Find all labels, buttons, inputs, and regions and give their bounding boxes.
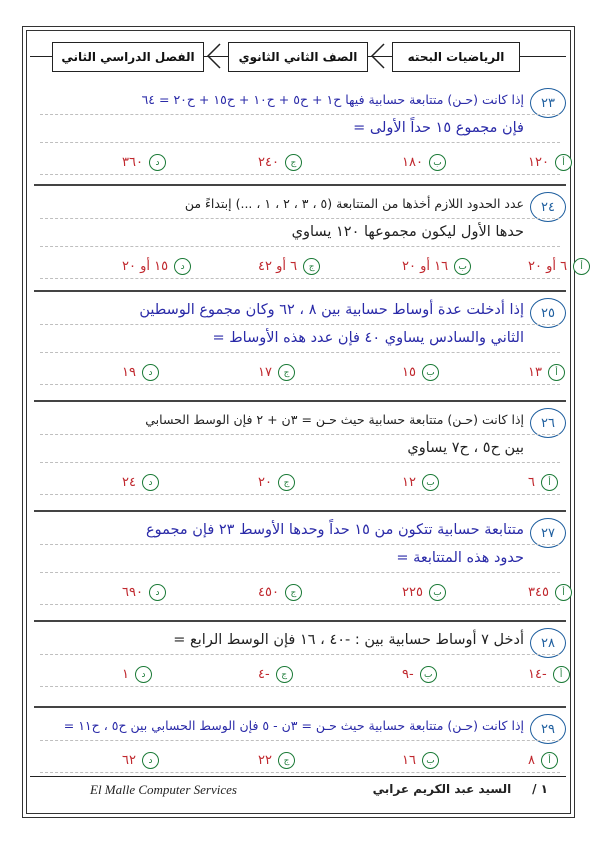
option-letter: أ — [555, 154, 572, 171]
option-letter: ب — [429, 154, 446, 171]
option-letter: ج — [285, 154, 302, 171]
question-number: ٢٧ — [530, 518, 566, 548]
option-letter: ج — [276, 666, 293, 683]
option-letter: د — [149, 584, 166, 601]
footer-page: ١ / — [532, 782, 548, 796]
option-value: ١ — [122, 667, 129, 682]
ruled-line — [40, 740, 560, 741]
answer-option[interactable] — [402, 154, 446, 171]
footer-author: السيد عبد الكريم عرابي — [372, 782, 512, 796]
option-value: -١٤ — [528, 667, 547, 682]
question-separator — [34, 184, 566, 186]
question-text-line: إذا كانت (حـن) متتابعة حسابية حيث حـن = ٣ن - ٥ فإن الوسط الحسابي بين ح٥ ، ح١١ = — [63, 718, 524, 733]
option-letter: ج — [278, 752, 295, 769]
option-value: -٩ — [402, 667, 414, 682]
answer-option[interactable] — [258, 752, 295, 769]
ruled-line — [40, 246, 560, 247]
option-value: ١٥ — [402, 365, 416, 380]
question-text-line: حدود هذه المتتابعة = — [396, 550, 524, 566]
answer-option[interactable] — [528, 752, 558, 769]
answer-option[interactable] — [528, 666, 570, 683]
answer-option[interactable] — [122, 752, 159, 769]
answer-option[interactable] — [402, 752, 439, 769]
question-text-line: الثاني والسادس يساوي ٤٠ فإن عدد هذه الأوساط = — [212, 330, 524, 346]
option-letter: د — [149, 154, 166, 171]
question-block — [30, 190, 583, 286]
option-value: ١٣ — [528, 365, 542, 380]
question-block — [30, 296, 570, 398]
question-text-line: عدد الحدود اللازم أخذها من المتتابعة (٥ ، ٣ ، ٢ ، ١ ، ...) إبتداءً من — [184, 196, 524, 211]
ruled-line — [40, 142, 560, 143]
answer-option[interactable] — [258, 584, 302, 601]
question-number: ٢٤ — [530, 192, 566, 222]
option-value: ٨ — [528, 753, 535, 768]
option-letter: ج — [278, 474, 295, 491]
question-text-line: إذا أدخلت عدة أوساط حسابية بين ٨ ، ٦٢ وكان مجموع الوسطين — [139, 302, 524, 318]
option-value: ١٩ — [122, 365, 136, 380]
answer-option[interactable] — [402, 584, 446, 601]
answer-option[interactable] — [528, 154, 572, 171]
option-value: ١٦ أو ٢٠ — [402, 259, 449, 274]
answer-option[interactable] — [258, 364, 295, 381]
option-letter: د — [174, 258, 191, 275]
ruled-line — [40, 384, 560, 385]
footer-rule — [30, 776, 566, 777]
option-letter: ج — [278, 364, 295, 381]
question-number: ٢٨ — [530, 628, 566, 658]
answer-option[interactable] — [122, 584, 166, 601]
option-value: ١٦ — [402, 753, 416, 768]
answer-option[interactable] — [402, 666, 437, 683]
question-text-line: حدها الأول ليكون مجموعها ١٢٠ يساوي — [291, 224, 524, 240]
option-letter: أ — [541, 474, 558, 491]
option-value: ١٧ — [258, 365, 272, 380]
footer-author-block — [373, 782, 548, 796]
chevron-left-icon — [206, 42, 222, 70]
answer-option[interactable] — [258, 258, 320, 275]
answer-option[interactable] — [528, 258, 590, 275]
option-value: ١٥ أو ٢٠ — [122, 259, 169, 274]
answer-option[interactable] — [258, 666, 293, 683]
answer-option[interactable] — [258, 154, 302, 171]
ruled-line — [40, 572, 560, 573]
option-value: ٢٠ — [258, 475, 272, 490]
question-separator — [34, 510, 566, 512]
option-letter: أ — [541, 752, 558, 769]
option-value: ٦ أو ٤٢ — [258, 259, 298, 274]
option-value: ٦ — [528, 475, 535, 490]
ruled-line — [40, 434, 560, 435]
question-text-line: متتابعة حسابية تتكون من ١٥ حداً وحدها الأوسط ٢٣ فإن مجموع — [146, 522, 524, 538]
answer-option[interactable] — [258, 474, 295, 491]
question-block — [30, 626, 570, 708]
ruled-line — [40, 352, 560, 353]
option-letter: ب — [422, 364, 439, 381]
answer-option[interactable] — [122, 364, 159, 381]
option-letter: د — [135, 666, 152, 683]
header-subject: الرياضيات البحته — [392, 42, 520, 72]
answer-option[interactable] — [402, 258, 471, 275]
question-block — [30, 406, 570, 508]
answer-option[interactable] — [122, 666, 152, 683]
ruled-line — [40, 494, 560, 495]
option-letter: ب — [420, 666, 437, 683]
ruled-line — [40, 686, 560, 687]
answer-option[interactable] — [402, 364, 439, 381]
option-letter: أ — [555, 584, 572, 601]
answer-option[interactable] — [122, 258, 191, 275]
answer-option[interactable] — [122, 474, 159, 491]
answer-option[interactable] — [402, 474, 439, 491]
header-grade: الصف الثاني الثانوي — [228, 42, 368, 72]
ruled-line — [40, 654, 560, 655]
option-value: ٦٢ — [122, 753, 136, 768]
option-letter: ب — [454, 258, 471, 275]
question-text-line: فإن مجموع ١٥ حداً الأولى = — [353, 120, 524, 136]
question-text-line: إذا كانت (حـن) متتابعة حسابية حيث حـن = ٣ن + ٢ فإن الوسط الحسابي — [145, 412, 524, 427]
ruled-line — [40, 544, 560, 545]
option-value: ٦٩٠ — [122, 585, 143, 600]
question-separator — [34, 706, 566, 708]
ruled-line — [40, 114, 560, 115]
option-letter: ب — [422, 752, 439, 769]
option-letter: أ — [548, 364, 565, 381]
option-value: ٢٢ — [258, 753, 272, 768]
answer-option[interactable] — [528, 364, 565, 381]
option-value: ١٢٠ — [528, 155, 549, 170]
ruled-line — [40, 462, 560, 463]
option-value: ١٢ — [402, 475, 416, 490]
chevron-left-icon — [370, 42, 386, 70]
question-text-line: بين ح٥ ، ح٧ يساوي — [407, 440, 524, 456]
option-letter: ب — [429, 584, 446, 601]
question-separator — [34, 290, 566, 292]
question-block — [30, 516, 570, 618]
answer-option[interactable] — [528, 584, 572, 601]
footer-company: El Malle Computer Services — [90, 782, 237, 797]
header-term: الفصل الدراسي الثاني — [52, 42, 204, 72]
question-number: ٢٦ — [530, 408, 566, 438]
option-letter: ج — [285, 584, 302, 601]
option-value: ٣٤٥ — [528, 585, 549, 600]
option-value: ٦ أو ٢٠ — [528, 259, 568, 274]
ruled-line — [40, 218, 560, 219]
question-text-line: إذا كانت (حـن) متتابعة حسابية فيها ح١ + ح٥ + ح١٠ + ح١٥ + ح٢٠ = ٦٤ — [141, 92, 524, 107]
option-letter: د — [142, 364, 159, 381]
option-value: ١٨٠ — [402, 155, 423, 170]
option-value: ٤٥٠ — [258, 585, 279, 600]
question-block — [30, 86, 570, 182]
question-number: ٢٩ — [530, 714, 566, 744]
option-value: -٤ — [258, 667, 270, 682]
option-letter: ج — [303, 258, 320, 275]
answer-option[interactable] — [528, 474, 558, 491]
option-value: ٢٢٥ — [402, 585, 423, 600]
option-letter: د — [142, 752, 159, 769]
ruled-line — [40, 324, 560, 325]
option-value: ٣٦٠ — [122, 155, 143, 170]
option-value: ٢٤٠ — [258, 155, 279, 170]
question-number: ٢٥ — [530, 298, 566, 328]
question-text-line: أدخل ٧ أوساط حسابية بين : -٤٠ ، ١٦ فإن الوسط الرابع = — [173, 632, 524, 648]
answer-option[interactable] — [122, 154, 166, 171]
ruled-line — [40, 772, 560, 773]
question-number: ٢٣ — [530, 88, 566, 118]
question-separator — [34, 620, 566, 622]
question-separator — [34, 400, 566, 402]
ruled-line — [40, 604, 560, 605]
option-letter: ب — [422, 474, 439, 491]
ruled-line — [40, 174, 560, 175]
option-letter: أ — [573, 258, 590, 275]
option-letter: أ — [553, 666, 570, 683]
question-block — [30, 712, 570, 774]
option-value: ٢٤ — [122, 475, 136, 490]
ruled-line — [40, 278, 560, 279]
option-letter: د — [142, 474, 159, 491]
